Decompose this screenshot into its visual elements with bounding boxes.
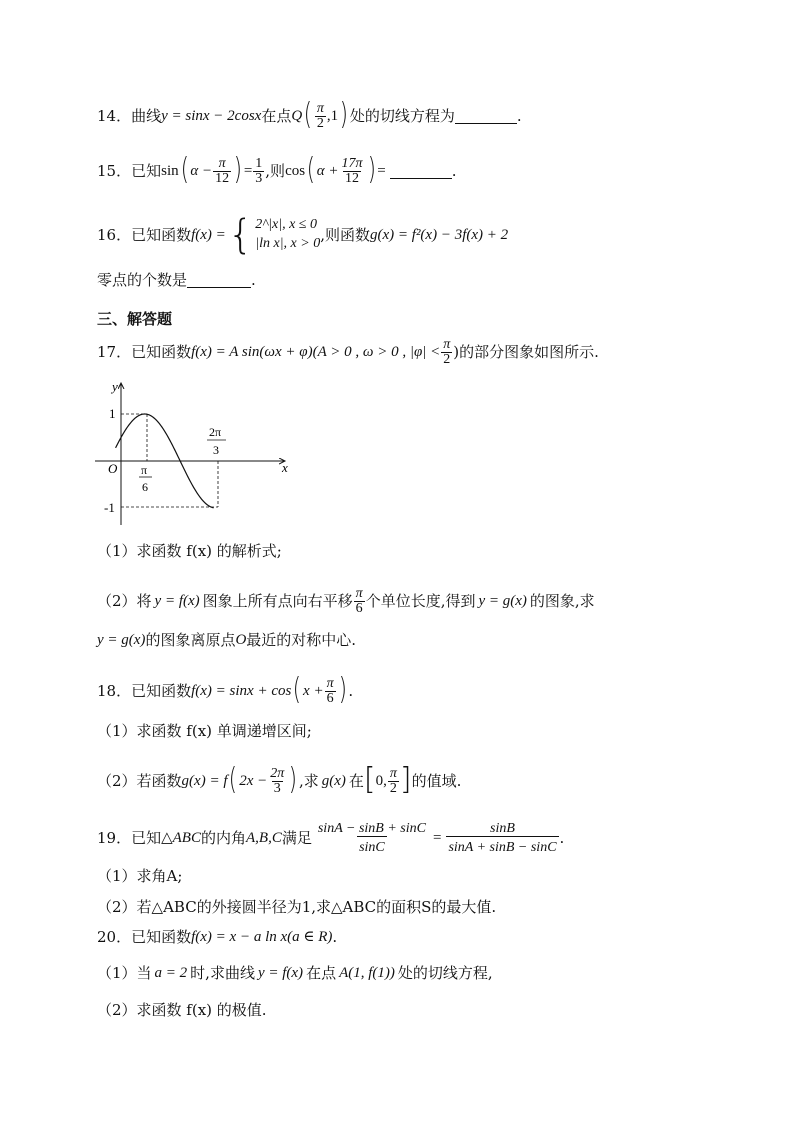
left-bracket: [ xyxy=(363,762,376,797)
sine-graph xyxy=(90,375,300,530)
period: . xyxy=(251,271,256,289)
question-19 xyxy=(97,822,564,855)
formula: y = f(x) xyxy=(154,593,200,609)
denominator: 2 xyxy=(389,781,397,796)
question-number: 17． xyxy=(97,343,132,361)
formula: α − xyxy=(190,163,213,179)
denominator: 3 xyxy=(273,781,281,796)
fraction xyxy=(213,157,231,186)
question-18-part1: （1）求函数 f(x) 单调递增区间; xyxy=(97,722,312,740)
x-axis-label: x xyxy=(282,460,288,475)
fraction xyxy=(340,157,365,186)
formula: y = g(x) xyxy=(478,593,527,609)
formula: 2x − xyxy=(239,773,268,789)
fraction xyxy=(268,767,286,796)
equals: = xyxy=(377,163,386,179)
point-label: O xyxy=(235,632,247,648)
formula: f(x) = sinx + cos xyxy=(191,683,292,699)
numerator: 1 xyxy=(255,156,263,171)
formula: f(x) = x − a ln x(a ∈ R) xyxy=(191,929,333,945)
period: . xyxy=(332,928,338,946)
formula: y = f(x) xyxy=(257,965,304,981)
question-number: 14． xyxy=(97,107,132,125)
formula: a = 2 xyxy=(154,965,188,981)
question-text: 已知函数 xyxy=(131,682,192,700)
question-text: 处的切线方程, xyxy=(397,964,493,982)
question-text: 已知函数 xyxy=(131,928,192,946)
point-tail: ,1 xyxy=(326,108,339,124)
left-paren: ( xyxy=(303,97,313,132)
question-17-part2 xyxy=(97,587,595,616)
denominator: 2 xyxy=(443,352,451,367)
denominator: 3 xyxy=(255,171,263,186)
formula: f(x) = A sin(ωx + φ) xyxy=(191,344,313,360)
formula: y = g(x) xyxy=(97,632,146,648)
case-2: |ln x|, x > 0 xyxy=(255,236,321,251)
period: . xyxy=(559,829,565,847)
question-text: 处的切线方程为 xyxy=(349,107,455,125)
question-20-part2: （2）求函数 f(x) 的极值. xyxy=(97,1001,267,1019)
question-text: （1）当 xyxy=(97,964,152,982)
numerator: 17π xyxy=(341,156,363,171)
denominator: 12 xyxy=(215,171,230,186)
denominator: 6 xyxy=(355,601,363,616)
question-text: （2）若函数 xyxy=(97,772,182,790)
right-paren: ) xyxy=(338,672,347,707)
question-20 xyxy=(97,930,337,945)
right-paren: ) xyxy=(233,152,243,187)
period: . xyxy=(348,682,354,700)
fraction xyxy=(446,822,558,855)
numerator: π xyxy=(443,337,451,352)
numerator: 2π xyxy=(270,766,285,781)
question-text: 在点 xyxy=(261,107,292,125)
period: . xyxy=(451,162,457,180)
question-text: 最近的对称中心. xyxy=(246,631,357,649)
fraction xyxy=(315,102,326,131)
formula: α + xyxy=(316,163,339,179)
question-17-part2-line2 xyxy=(97,633,356,648)
right-paren: ) xyxy=(289,762,298,797)
numerator: π xyxy=(355,586,363,601)
x-tick-pi6-den: 6 xyxy=(142,480,148,494)
question-text: 已知 xyxy=(131,829,162,847)
question-text: 已知 xyxy=(131,162,162,180)
question-16 xyxy=(97,212,509,258)
fraction xyxy=(354,587,365,616)
denominator: 12 xyxy=(345,171,360,186)
question-text: )的部分图象如图所示. xyxy=(453,343,599,361)
right-bracket: ] xyxy=(399,762,412,797)
piecewise-cases xyxy=(255,216,320,254)
right-paren: ) xyxy=(339,97,349,132)
question-text: 的图象,求 xyxy=(529,592,595,610)
question-text: ,求 xyxy=(298,772,319,790)
equals: = xyxy=(243,163,253,179)
fraction xyxy=(253,157,264,186)
numerator: sinA − sinB + sinC xyxy=(317,821,426,836)
numerator: π xyxy=(326,676,334,691)
formula: A(1, f(1)) xyxy=(339,965,395,981)
question-text: 个单位长度,得到 xyxy=(365,592,476,610)
formula: f(x) = xyxy=(191,226,226,243)
y-tick-neg1: -1 xyxy=(104,500,115,515)
question-text: 已知函数 xyxy=(131,225,192,244)
answer-blank[interactable] xyxy=(390,164,452,179)
period: . xyxy=(516,107,522,125)
question-19-part1: （1）求角A; xyxy=(97,867,183,885)
left-paren: ( xyxy=(229,762,238,797)
question-text: 满足 xyxy=(281,829,312,847)
question-15: 15． 已知 sin ( α − $\frac{\pi}{12}$ ) = $\frac{1}{3}$ ,则 cos ( α + $\frac{17\pi}{12}$ ) = . xyxy=(97,152,457,187)
numerator: π xyxy=(389,766,397,781)
question-number: 16． xyxy=(97,225,132,244)
fraction xyxy=(388,767,399,796)
question-text: 图象上所有点向右平移 xyxy=(202,592,353,610)
equals: = xyxy=(432,830,442,846)
question-20-part1 xyxy=(97,966,493,981)
question-text: 在 xyxy=(348,772,364,790)
x-tick-2pi3-num: 2π xyxy=(209,425,222,439)
x-tick-pi6-num: π xyxy=(141,463,148,477)
question-text: 的值域. xyxy=(411,772,462,790)
case-1: 2^|x|, x ≤ 0 xyxy=(255,217,317,233)
formula: x + xyxy=(303,683,324,699)
question-text: 零点的个数是 xyxy=(97,271,188,289)
y-tick-1: 1 xyxy=(109,406,116,421)
fraction xyxy=(316,822,428,855)
fraction xyxy=(441,338,452,367)
interval-start: 0, xyxy=(375,773,387,789)
question-number: 15． xyxy=(97,162,132,180)
question-17-part1: （1）求函数 f(x) 的解析式; xyxy=(97,542,282,560)
section-title: 三、解答题 xyxy=(97,310,173,328)
left-paren: ( xyxy=(306,152,316,187)
origin-label: O xyxy=(108,461,118,476)
fraction xyxy=(325,677,336,706)
answer-blank[interactable] xyxy=(455,109,517,124)
numerator: sinB xyxy=(490,821,515,836)
formula: g(x) xyxy=(321,773,346,789)
question-18 xyxy=(97,672,354,707)
denominator: sinA + sinB − sinC xyxy=(446,836,558,855)
right-paren: ) xyxy=(367,152,376,187)
point-label: Q xyxy=(291,108,303,124)
question-number: 19． xyxy=(97,829,132,847)
formula: g(x) = f xyxy=(181,773,228,789)
formula: y = sinx − 2cosx xyxy=(161,108,262,124)
left-paren: ( xyxy=(180,152,189,187)
question-14 xyxy=(97,97,522,132)
question-16-line2 xyxy=(97,273,256,288)
question-text: 曲线 xyxy=(131,107,162,125)
y-axis-label: y xyxy=(112,379,118,394)
question-text: ,则 xyxy=(265,162,286,180)
denominator: 6 xyxy=(326,691,334,706)
left-paren: ( xyxy=(293,672,302,707)
numerator: π xyxy=(316,101,324,116)
denominator: 2 xyxy=(316,116,324,131)
question-text: 的图象离原点 xyxy=(145,631,236,649)
formula: A,B,C xyxy=(246,830,282,846)
question-17 xyxy=(97,338,599,367)
question-text: ,则函数 xyxy=(320,225,370,244)
question-text: 在点 xyxy=(306,964,337,982)
question-18-part2 xyxy=(97,762,462,797)
formula: △ABC xyxy=(161,830,201,846)
numerator: π xyxy=(218,156,226,171)
question-text: 已知函数 xyxy=(131,343,192,361)
answer-blank[interactable] xyxy=(187,273,251,288)
question-number: 20． xyxy=(97,928,132,946)
question-19-part2: （2）若△ABC的外接圆半径为1,求△ABC的面积S的最大值. xyxy=(97,898,497,916)
question-text: （2）将 xyxy=(97,592,152,610)
formula: g(x) = f²(x) − 3f(x) + 2 xyxy=(370,226,509,243)
x-tick-2pi3-den: 3 xyxy=(213,443,219,457)
condition: (A > 0 , ω > 0 , |φ| < xyxy=(312,344,441,360)
question-text: 时,求曲线 xyxy=(190,964,255,982)
denominator: sinC xyxy=(357,836,387,855)
question-text: 的内角 xyxy=(200,829,246,847)
left-brace: { xyxy=(227,212,254,258)
question-number: 18． xyxy=(97,682,132,700)
